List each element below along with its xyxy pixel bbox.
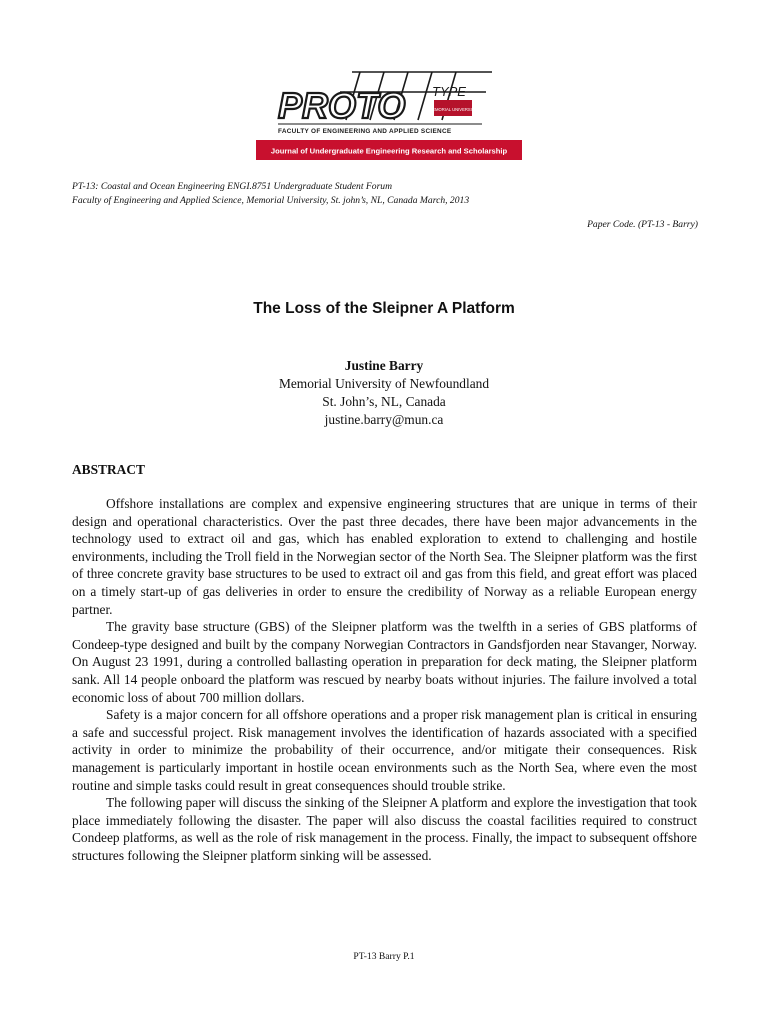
author-block xyxy=(0,357,768,429)
conference-line-1: PT-13: Coastal and Ocean Engineering ENGI.8751 Undergraduate Student Forum xyxy=(72,181,393,192)
author-affiliation: Memorial University of Newfoundland xyxy=(278,376,490,391)
abstract-paragraph: Safety is a major concern for all offshore operations and a proper risk management plan is critical in ensuring a safe and successful project. Risk management involves the identification of hazards associated with a specified activity in order to minimize the probability of their occurrence, and/or mitigate their consequences. Risk management is particularly important in hostile ocean environments such as the North Sea, where even the most routine and simple tasks could result in great consequences should trouble strike. xyxy=(72,707,697,793)
abstract-body xyxy=(72,495,697,864)
abstract-paragraph: The following paper will discuss the sinking of the Sleipner A platform and explore the investigation that took place immediately following the disaster. The paper will also discuss the coastal facilities required to construct Condeep platforms, as well as the role of risk management in the process. Finally, the impact to subsequent offshore structures following the Sleipner platform sinking will be assessed. xyxy=(72,795,697,863)
conference-info xyxy=(72,180,469,208)
author-name: Justine Barry xyxy=(344,358,424,373)
abstract-heading: ABSTRACT xyxy=(72,462,145,477)
conference-line-2: Faculty of Engineering and Applied Science, Memorial University, St. john’s, NL, Canada March, 2013 xyxy=(72,195,470,206)
journal-banner-text: Journal of Undergraduate Engineering Research and Scholarship xyxy=(270,146,508,156)
abstract-paragraph: The gravity base structure (GBS) of the Sleipner platform was the twelfth in a series of GBS platforms of Condeep-type designed and built by the company Norwegian Contractors in Gandsfjorden near Stavanger, Norway. On August 23 1991, during a controlled ballasting operation in preparation for deck mating, the Sleipner platform sank. All 14 people onboard the platform was rescued by nearby boats without injuries. The failure involved a total economic loss of about 700 million dollars. xyxy=(72,619,697,705)
paper-title: The Loss of the Sleipner A Platform xyxy=(253,300,515,317)
faculty-text: FACULTY OF ENGINEERING AND APPLIED SCIENCE xyxy=(278,128,452,135)
logo-superscript-text: TYPE xyxy=(432,84,466,99)
logo-brand-text: PROTO xyxy=(278,85,406,126)
seal-text: MEMORIAL UNIVERSITY xyxy=(428,107,478,112)
journal-logo xyxy=(256,62,522,164)
prototype-logo-graphic xyxy=(256,62,522,164)
page-number: PT-13 Barry P.1 xyxy=(353,951,415,962)
author-location: St. John’s, NL, Canada xyxy=(322,394,446,409)
author-email: justine.barry@mun.ca xyxy=(324,412,444,427)
abstract-paragraph: Offshore installations are complex and expensive engineering structures that are unique in terms of their design and operational characteristics. Over the past three decades, there have been major advancements in the technology used to extract oil and gas, which has enabled exploration to extend to challenging and hostile environments, including the Troll field in the Norwegian sector of the North Sea. The Sleipner platform was the first of three concrete gravity base structures to be used to extract oil and gas from this field, and great effort was placed on a timely start-up of gas deliveries in order to ensure the credibility of Norway as a reliable European energy partner. xyxy=(72,496,697,617)
paper-code: Paper Code. (PT-13 - Barry) xyxy=(587,219,698,230)
